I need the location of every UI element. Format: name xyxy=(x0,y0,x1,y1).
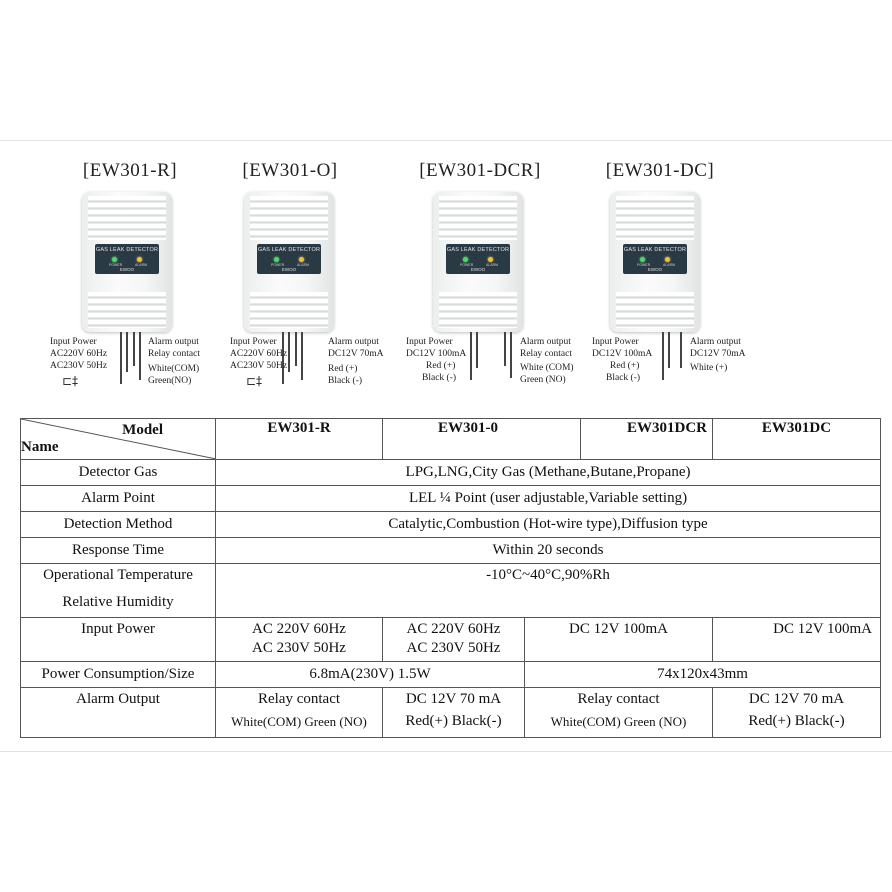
power-led-label: POWER xyxy=(460,263,474,267)
wire xyxy=(120,332,122,384)
power-led-icon xyxy=(640,257,645,262)
wiring-label: Red (+) xyxy=(426,361,456,371)
wire xyxy=(476,332,478,368)
detector-panel xyxy=(623,244,687,274)
wire xyxy=(295,332,297,366)
table-row xyxy=(21,538,881,564)
row-value: Catalytic,Combustion (Hot-wire type),Diffusion type xyxy=(216,512,881,538)
brand-label: EWOO xyxy=(647,267,663,272)
power-led-label: POWER xyxy=(637,263,651,267)
product-title: [EW301-R] xyxy=(82,160,178,181)
row-label: Alarm Output xyxy=(21,688,216,738)
table-row xyxy=(21,688,881,738)
row-label: Alarm Point xyxy=(21,486,216,512)
row-value xyxy=(383,618,525,662)
row-value xyxy=(713,688,881,738)
wire xyxy=(662,332,664,380)
wiring-label: DC12V 70mA xyxy=(328,349,384,359)
wiring-label: Input Power xyxy=(406,337,453,347)
wiring-label: AC230V 50Hz xyxy=(50,361,108,371)
table-row xyxy=(21,564,881,618)
wiring-label: White (+) xyxy=(690,363,728,373)
wire xyxy=(510,332,512,378)
wiring-label: AC220V 60Hz xyxy=(50,349,108,359)
wiring-label: Input Power xyxy=(230,337,277,347)
value-line: Red(+) Black(-) xyxy=(405,713,502,729)
wiring-label: White(COM) xyxy=(148,364,200,374)
table-row xyxy=(21,486,881,512)
power-led-icon xyxy=(274,257,279,262)
row-label: Power Consumption/Size xyxy=(21,662,216,688)
wiring-label: Alarm output xyxy=(520,337,571,347)
alarm-led-label: ALARM xyxy=(486,263,499,267)
wire xyxy=(668,332,670,368)
vent-grille xyxy=(88,292,166,328)
product-title: [EW301-DC] xyxy=(605,160,715,181)
panel-title: GAS LEAK DETECTOR xyxy=(95,247,159,253)
row-label xyxy=(21,564,216,618)
row-value: Within 20 seconds xyxy=(216,538,881,564)
value-line: AC 230V 50Hz xyxy=(406,640,501,656)
row-label: Input Power xyxy=(21,618,216,662)
wiring-label: Red (+) xyxy=(610,361,640,371)
vent-grille xyxy=(250,292,328,328)
table-row xyxy=(21,618,881,662)
row-label: Detection Method xyxy=(21,512,216,538)
row-value: LPG,LNG,City Gas (Methane,Butane,Propane) xyxy=(216,460,881,486)
product-title: [EW301-DCR] xyxy=(419,160,541,181)
product-title: [EW301-O] xyxy=(242,160,338,181)
power-led-label: POWER xyxy=(271,263,285,267)
panel-title: GAS LEAK DETECTOR xyxy=(257,247,321,253)
name-header: Name xyxy=(21,439,59,455)
alarm-led-label: ALARM xyxy=(297,263,310,267)
row-label: Detector Gas xyxy=(21,460,216,486)
wiring-label: Input Power xyxy=(592,337,639,347)
row-value xyxy=(216,688,383,738)
row-value xyxy=(383,688,525,738)
model-header-cell: EW301-0 xyxy=(383,419,581,460)
wiring-label: White (COM) xyxy=(520,363,574,373)
alarm-led-label: ALARM xyxy=(135,263,148,267)
row-value: -10°C~40°C,90%Rh xyxy=(216,564,881,618)
vent-grille xyxy=(439,292,517,328)
alarm-led-label: ALARM xyxy=(663,263,676,267)
row-value xyxy=(525,688,713,738)
alarm-led-icon xyxy=(488,257,493,262)
wiring-label: Red (+) xyxy=(328,364,358,374)
value-line: White(COM) Green (NO) xyxy=(231,714,367,729)
wire xyxy=(288,332,290,372)
panel-title: GAS LEAK DETECTOR xyxy=(446,247,510,253)
value-line: AC 220V 60Hz xyxy=(406,621,501,637)
row-value: DC 12V 100mA xyxy=(525,618,713,662)
table-row xyxy=(21,460,881,486)
vent-grille xyxy=(616,292,694,328)
panel-title: GAS LEAK DETECTOR xyxy=(623,247,687,253)
power-plug-icon: ⊏‡ xyxy=(246,374,263,388)
model-header-cell: EW301DCR xyxy=(581,419,713,460)
wiring-label: Alarm output xyxy=(148,337,199,347)
wiring-label: Black (-) xyxy=(328,376,363,386)
wire xyxy=(301,332,303,380)
wiring-label: Black (-) xyxy=(606,373,641,383)
power-led-icon xyxy=(112,257,117,262)
value-line: AC 230V 50Hz xyxy=(252,640,346,656)
wire xyxy=(470,332,472,380)
power-plug-icon: ⊏‡ xyxy=(62,374,79,388)
detector-device xyxy=(244,192,334,332)
row-label-line: Operational Temperature xyxy=(43,567,193,583)
vent-grille xyxy=(439,196,517,240)
row-value: LEL ¼ Point (user adjustable,Variable setting) xyxy=(216,486,881,512)
power-led-label: POWER xyxy=(109,263,123,267)
value-line: Relay contact xyxy=(577,691,660,707)
wiring-label: Black (-) xyxy=(422,373,457,383)
wiring-label: DC12V 70mA xyxy=(690,349,746,359)
brand-label: EWOO xyxy=(470,267,486,272)
detector-device xyxy=(82,192,172,332)
alarm-led-icon xyxy=(665,257,670,262)
model-header-cell: EW301DC xyxy=(713,419,881,460)
value-line: AC 220V 60Hz xyxy=(252,621,346,637)
corner-header-cell xyxy=(21,419,216,460)
wiring-label: Green(NO) xyxy=(148,376,192,386)
detector-panel xyxy=(95,244,159,274)
row-value: 6.8mA(230V) 1.5W xyxy=(216,662,525,688)
alarm-led-icon xyxy=(137,257,142,262)
wiring-label: DC12V 100mA xyxy=(406,349,467,359)
value-line: Red(+) Black(-) xyxy=(748,713,845,729)
table-row xyxy=(21,512,881,538)
model-header: Model xyxy=(122,422,163,438)
value-line: DC 12V 70 mA xyxy=(748,691,845,707)
wiring-label: AC220V 60Hz xyxy=(230,349,288,359)
specification-table xyxy=(20,418,881,738)
wire xyxy=(126,332,128,372)
brand-label: EWOO xyxy=(119,267,135,272)
value-line: Relay contact xyxy=(257,691,341,707)
row-value xyxy=(216,618,383,662)
vent-grille xyxy=(250,196,328,240)
wiring-label: Alarm output xyxy=(328,337,379,347)
detector-device xyxy=(610,192,700,332)
wire xyxy=(139,332,141,380)
wire xyxy=(504,332,506,366)
wiring-label: Alarm output xyxy=(690,337,741,347)
alarm-led-icon xyxy=(299,257,304,262)
detector-device xyxy=(433,192,523,332)
table-row xyxy=(21,662,881,688)
wiring-label: Input Power xyxy=(50,337,97,347)
wiring-label: Green (NO) xyxy=(520,375,566,385)
wire xyxy=(680,332,682,368)
row-label: Response Time xyxy=(21,538,216,564)
row-value: DC 12V 100mA xyxy=(713,618,881,662)
detector-panel xyxy=(257,244,321,274)
vent-grille xyxy=(88,196,166,240)
power-led-icon xyxy=(463,257,468,262)
wiring-label: DC12V 100mA xyxy=(592,349,653,359)
brand-label: EWOO xyxy=(281,267,297,272)
wire xyxy=(133,332,135,366)
row-value: 74x120x43mm xyxy=(525,662,881,688)
row-label-line: Relative Humidity xyxy=(62,594,174,610)
value-line: White(COM) Green (NO) xyxy=(550,714,687,729)
wiring-label: AC230V 50Hz xyxy=(230,361,288,371)
wiring-label: Relay contact xyxy=(520,349,572,359)
wiring-label: Relay contact xyxy=(148,349,200,359)
model-header-cell: EW301-R xyxy=(216,419,383,460)
value-line: DC 12V 70 mA xyxy=(405,691,502,707)
vent-grille xyxy=(616,196,694,240)
table-header-row xyxy=(21,419,881,460)
detector-panel xyxy=(446,244,510,274)
